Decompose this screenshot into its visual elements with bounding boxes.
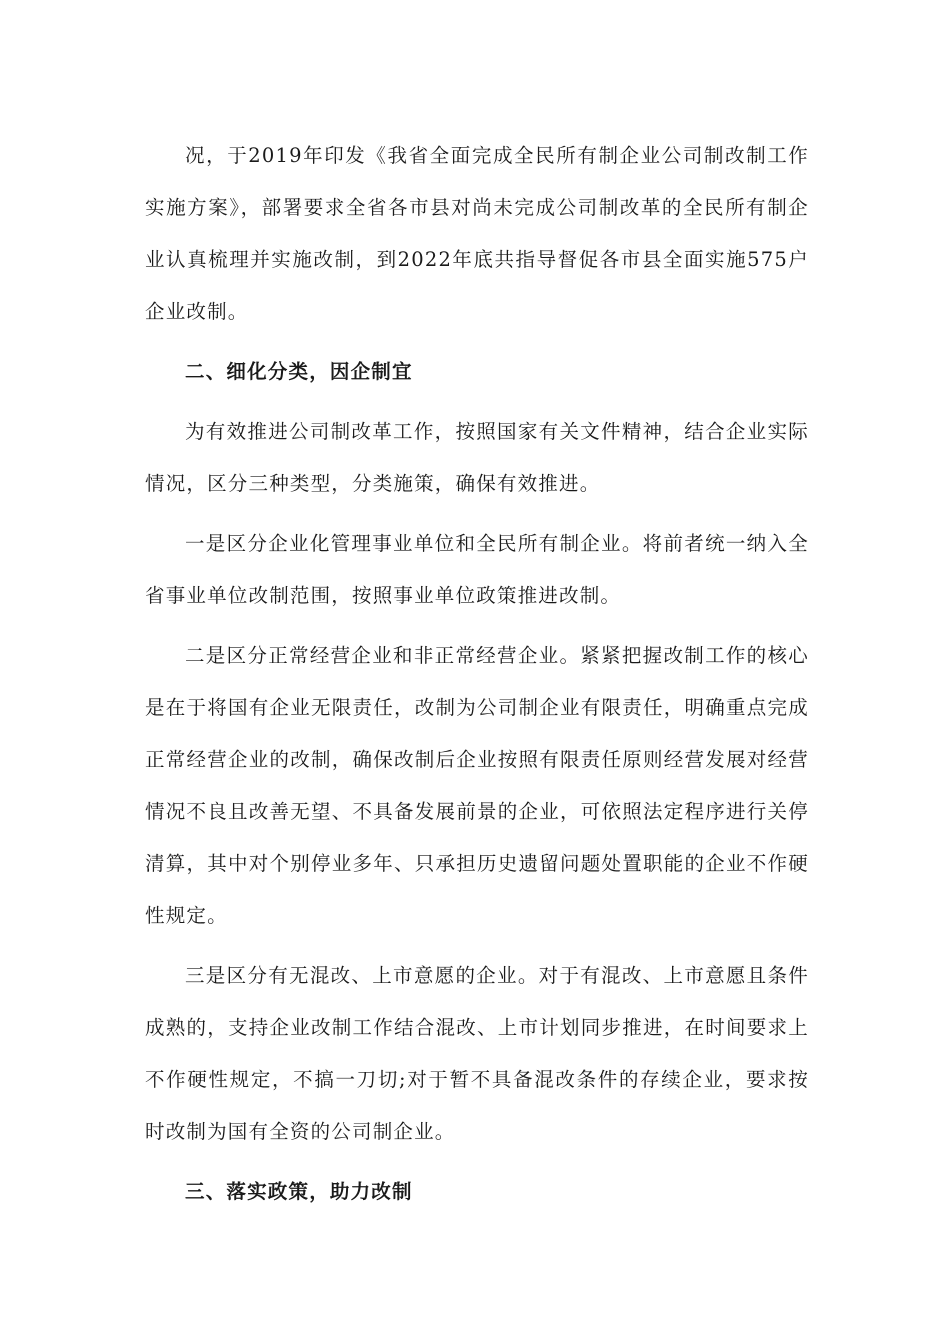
paragraph-section-2-intro: 为有效推进公司制改革工作，按照国家有关文件精神，结合企业实际情况，区分三种类型，分类施策，确保有效推进。: [145, 420, 809, 495]
document-body: [145, 130, 809, 1218]
paragraph-intro-continued: 况，于2019年印发《我省全面完成全民所有制企业公司制改制工作实施方案》，部署要求全省各市县对尚未完成公司制改革的全民所有制企业认真梳理并实施改制，到2022年底共指导督促各市县全面实施575户企业改制。: [145, 144, 809, 323]
section-heading-2: 二、细化分类，因企制宜: [185, 360, 413, 383]
paragraph-type-1: 一是区分企业化管理事业单位和全民所有制企业。将前者统一纳入全省事业单位改制范围，按照事业单位政策推进改制。: [145, 532, 809, 607]
section-heading-3: 三、落实政策，助力改制: [185, 1180, 413, 1203]
paragraph-type-2: 二是区分正常经营企业和非正常经营企业。紧紧把握改制工作的核心是在于将国有企业无限责任，改制为公司制企业有限责任，明确重点完成正常经营企业的改制，确保改制后企业按照有限责任原则经营发展对经营情况不良且改善无望、不具备发展前景的企业，可依照法定程序进行关停清算，其中对个别停业多年、只承担历史遗留问题处置职能的企业不作硬性规定。: [145, 644, 809, 927]
paragraph-type-3: 三是区分有无混改、上市意愿的企业。对于有混改、上市意愿且条件成熟的，支持企业改制工作结合混改、上市计划同步推进，在时间要求上不作硬性规定，不搞一刀切;对于暂不具备混改条件的存续企业，要求按时改制为国有全资的公司制企业。: [145, 964, 809, 1143]
